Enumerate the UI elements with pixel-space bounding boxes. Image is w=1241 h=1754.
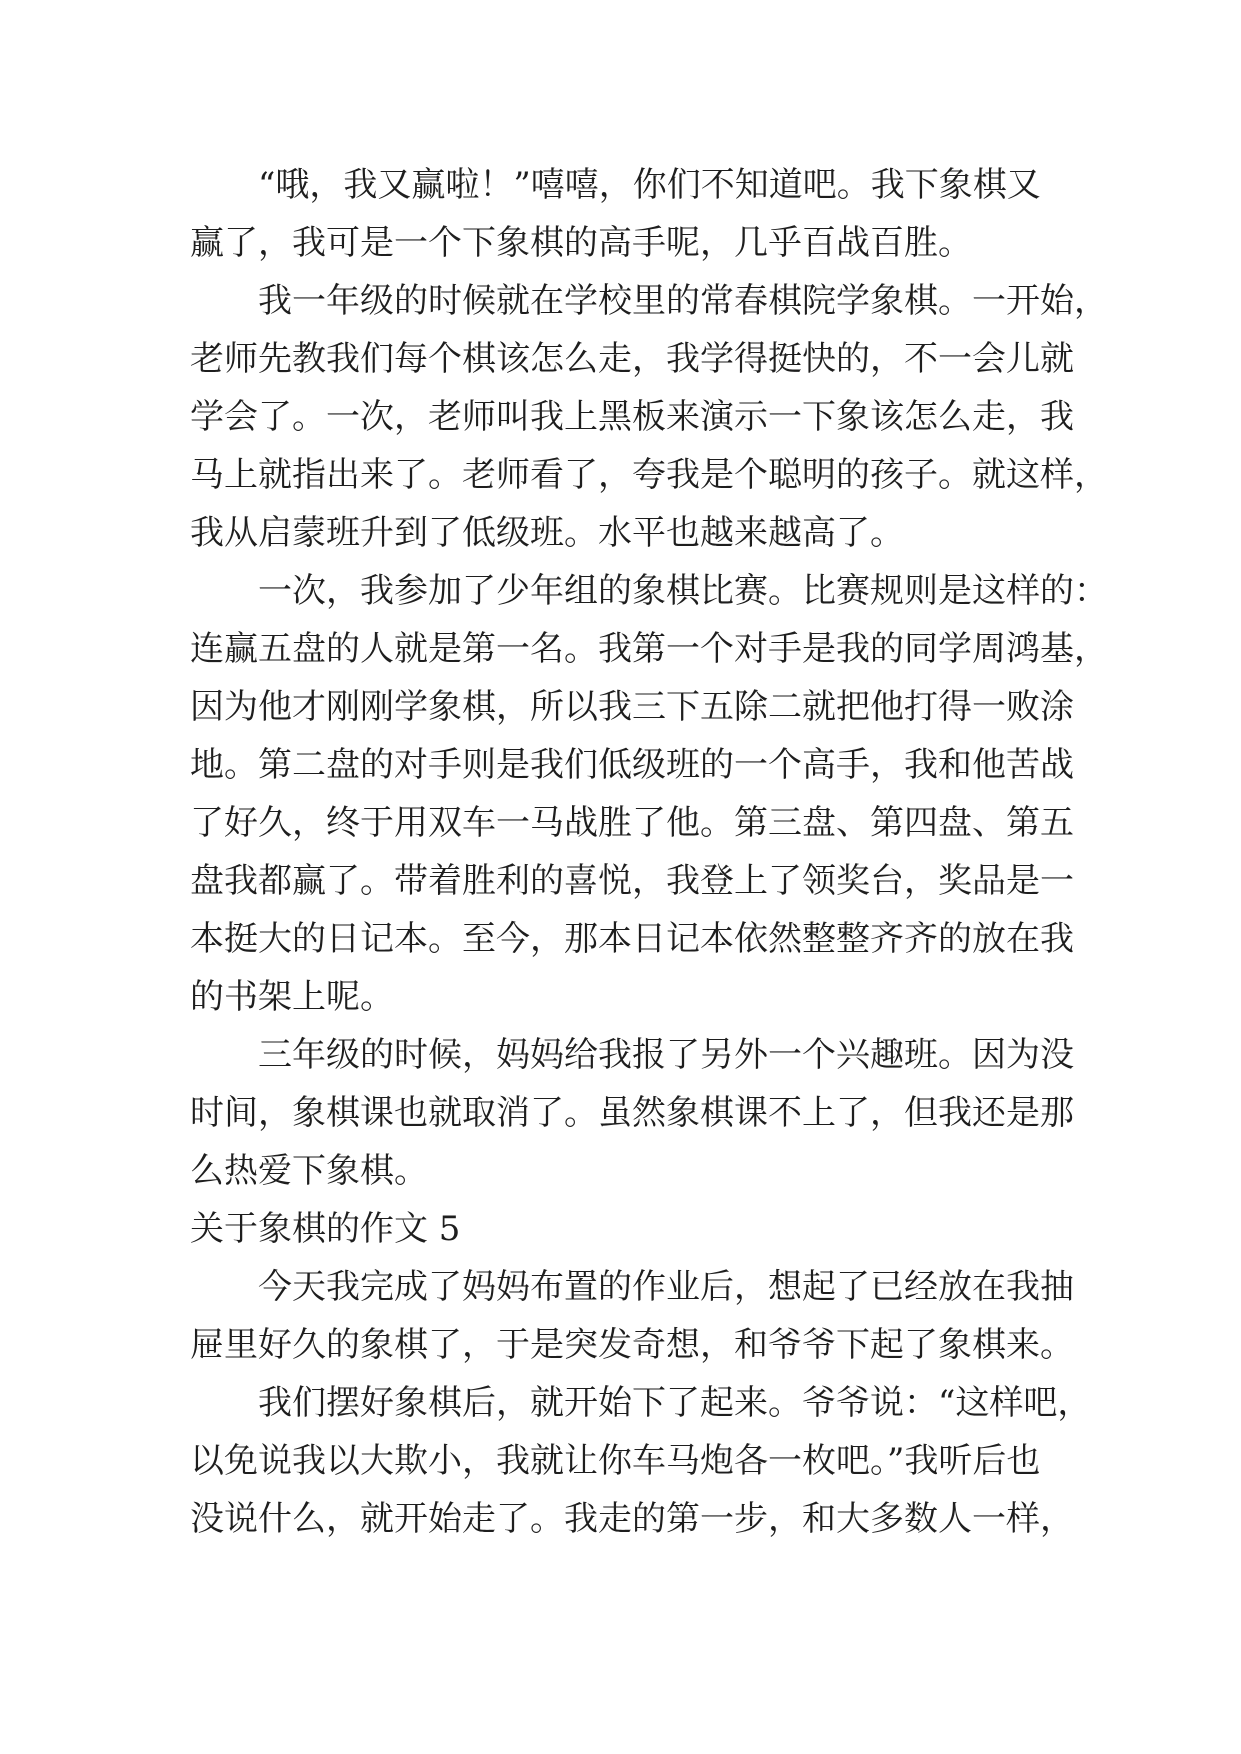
text-line: 的书架上呢。 (190, 977, 394, 1017)
paragraph-3 (190, 562, 1108, 1026)
text-line: 赢了，我可是一个下象棋的高手呢，几乎百战百胜。 (190, 223, 972, 263)
text-line: 一次，我参加了少年组的象棋比赛。比赛规则是这样的： (258, 571, 1108, 611)
text-line: 马上就指出来了。老师看了，夸我是个聪明的孩子。就这样， (190, 455, 1108, 495)
text-line: 地。第二盘的对手则是我们低级班的一个高手，我和他苦战 (190, 745, 1074, 785)
text-line: 时间，象棋课也就取消了。虽然象棋课不上了，但我还是那 (190, 1093, 1074, 1133)
text-line: 屉里好久的象棋了，于是突发奇想，和爷爷下起了象棋来。 (190, 1325, 1074, 1365)
paragraph-2 (190, 272, 1108, 562)
text-line: 没说什么，就开始走了。我走的第一步，和大多数人一样， (190, 1499, 1074, 1539)
text-line: 了好久，终于用双车一马战胜了他。第三盘、第四盘、第五 (190, 803, 1074, 843)
paragraph-5 (190, 1258, 1074, 1374)
text-line: 我一年级的时候就在学校里的常春棋院学象棋。一开始， (258, 281, 1108, 321)
text-line: 今天我完成了妈妈布置的作业后，想起了已经放在我抽 (258, 1267, 1074, 1307)
text-line: 三年级的时候，妈妈给我报了另外一个兴趣班。因为没 (258, 1035, 1074, 1075)
paragraph-6 (190, 1374, 1092, 1548)
text-line: 盘我都赢了。带着胜利的喜悦，我登上了领奖台，奖品是一 (190, 861, 1074, 901)
text-line: 因为他才刚刚学象棋，所以我三下五除二就把他打得一败涂 (190, 687, 1074, 727)
section-title: 关于象棋的作文 5 (190, 1209, 461, 1249)
text-line: 我从启蒙班升到了低级班。水平也越来越高了。 (190, 513, 904, 553)
text-line: 老师先教我们每个棋该怎么走，我学得挺快的，不一会儿就 (190, 339, 1074, 379)
text-line: 以免说我以大欺小，我就让你车马炮各一枚吧。”我听后也 (190, 1441, 1041, 1481)
text-line: 本挺大的日记本。至今，那本日记本依然整整齐齐的放在我 (190, 919, 1074, 959)
text-line: 连赢五盘的人就是第一名。我第一个对手是我的同学周鸿基， (190, 629, 1108, 669)
paragraph-1 (190, 156, 1070, 272)
text-line: “哦，我又赢啦！”嘻嘻，你们不知道吧。我下象棋又 (258, 165, 1041, 205)
text-line: 我们摆好象棋后，就开始下了起来。爷爷说：“这样吧， (258, 1383, 1092, 1423)
text-line: 学会了。一次，老师叫我上黑板来演示一下象该怎么走，我 (190, 397, 1074, 437)
essay-body (190, 156, 1108, 1548)
text-line: 么热爱下象棋。 (190, 1151, 428, 1191)
paragraph-4 (190, 1026, 1074, 1200)
